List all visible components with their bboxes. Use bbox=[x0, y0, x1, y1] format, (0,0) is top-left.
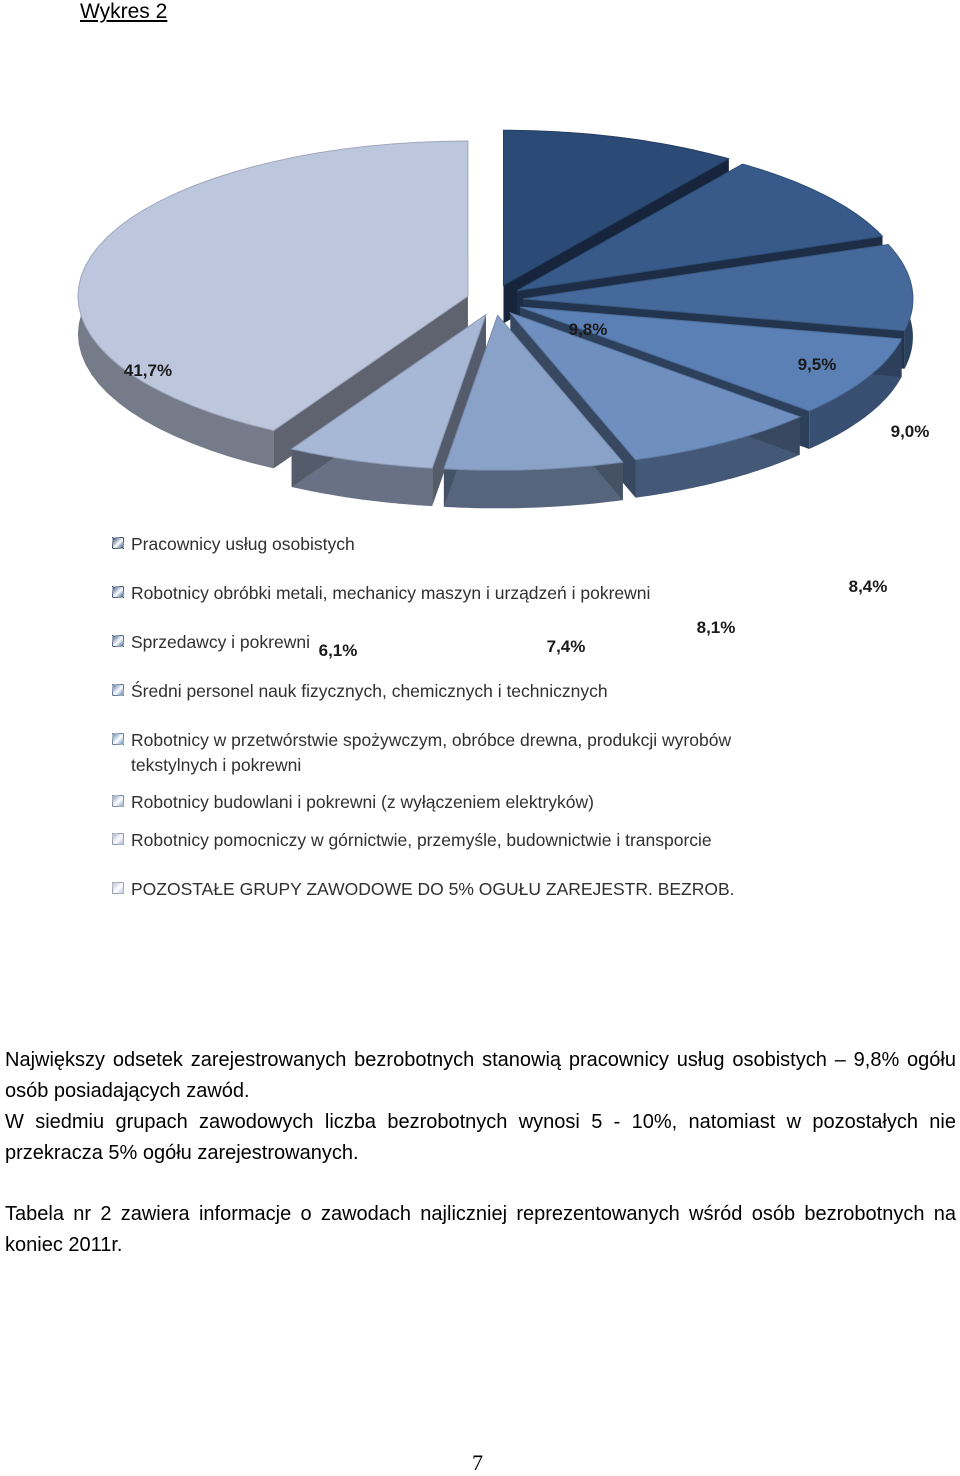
legend-item bbox=[112, 828, 821, 853]
legend-label: POZOSTAŁE GRUPY ZAWODOWE DO 5% OGUŁU ZAREJESTR. BEZROB. bbox=[131, 879, 735, 899]
legend-swatch bbox=[112, 586, 124, 598]
chart-heading: Wykres 2 bbox=[80, 0, 168, 23]
legend-swatch bbox=[112, 795, 124, 807]
paragraph-3: Tabela nr 2 zawiera informacje o zawodach najliczniej reprezentowanych wśród osób bezrobotnych na koniec 2011r. bbox=[5, 1203, 956, 1256]
pie-slice-label: 41,7% bbox=[123, 361, 173, 380]
legend-label: Średni personel nauk fizycznych, chemicznych i technicznych bbox=[131, 681, 608, 701]
pie-slice-label: 9,0% bbox=[890, 422, 930, 441]
legend-label: Robotnicy w przetwórstwie spożywczym, obróbce drewna, produkcji wyrobów tekstylnych i pokrewni bbox=[131, 730, 732, 775]
legend-label: Sprzedawcy i pokrewni bbox=[131, 632, 310, 652]
paragraph-2: W siedmiu grupach zawodowych liczba bezrobotnych wynosi 5 - 10%, natomiast w pozostałych nie przekracza 5% ogółu zarejestrowanych. bbox=[5, 1111, 956, 1164]
legend-swatch bbox=[112, 882, 124, 894]
legend-label: Pracownicy usług osobistych bbox=[131, 534, 355, 554]
legend-item bbox=[112, 532, 821, 557]
legend-swatch bbox=[112, 733, 124, 745]
legend-item bbox=[112, 630, 821, 655]
paragraph-1: Największy odsetek zarejestrowanych bezrobotnych stanowią pracownicy usług osobistych – 9,8% ogółu osób posiadających zawód. bbox=[5, 1049, 956, 1102]
legend-swatch bbox=[112, 833, 124, 845]
pie-slice-label: 9,8% bbox=[568, 320, 608, 339]
pie-slice-label: 6,1% bbox=[318, 641, 358, 660]
pie-slice-label: 7,4% bbox=[546, 637, 586, 656]
legend-item bbox=[112, 679, 821, 704]
page-number: 7 bbox=[472, 1450, 483, 1475]
pie-slice-label: 8,1% bbox=[696, 618, 736, 637]
legend-item bbox=[112, 877, 821, 902]
pie-slice-label: 8,4% bbox=[848, 577, 888, 596]
legend-item bbox=[112, 790, 821, 815]
legend-label: Robotnicy pomocniczy w górnictwie, przemyśle, budownictwie i transporcie bbox=[131, 830, 712, 850]
legend-label: Robotnicy budowlani i pokrewni (z wyłączeniem elektryków) bbox=[131, 792, 594, 812]
legend-swatch bbox=[112, 684, 124, 696]
legend-item bbox=[112, 728, 821, 778]
legend-swatch bbox=[112, 635, 124, 647]
pie-slice-label: 9,5% bbox=[797, 355, 837, 374]
legend-label: Robotnicy obróbki metali, mechanicy maszyn i urządzeń i pokrewni bbox=[131, 583, 651, 603]
legend-swatch bbox=[112, 537, 124, 549]
legend-item bbox=[112, 581, 821, 606]
